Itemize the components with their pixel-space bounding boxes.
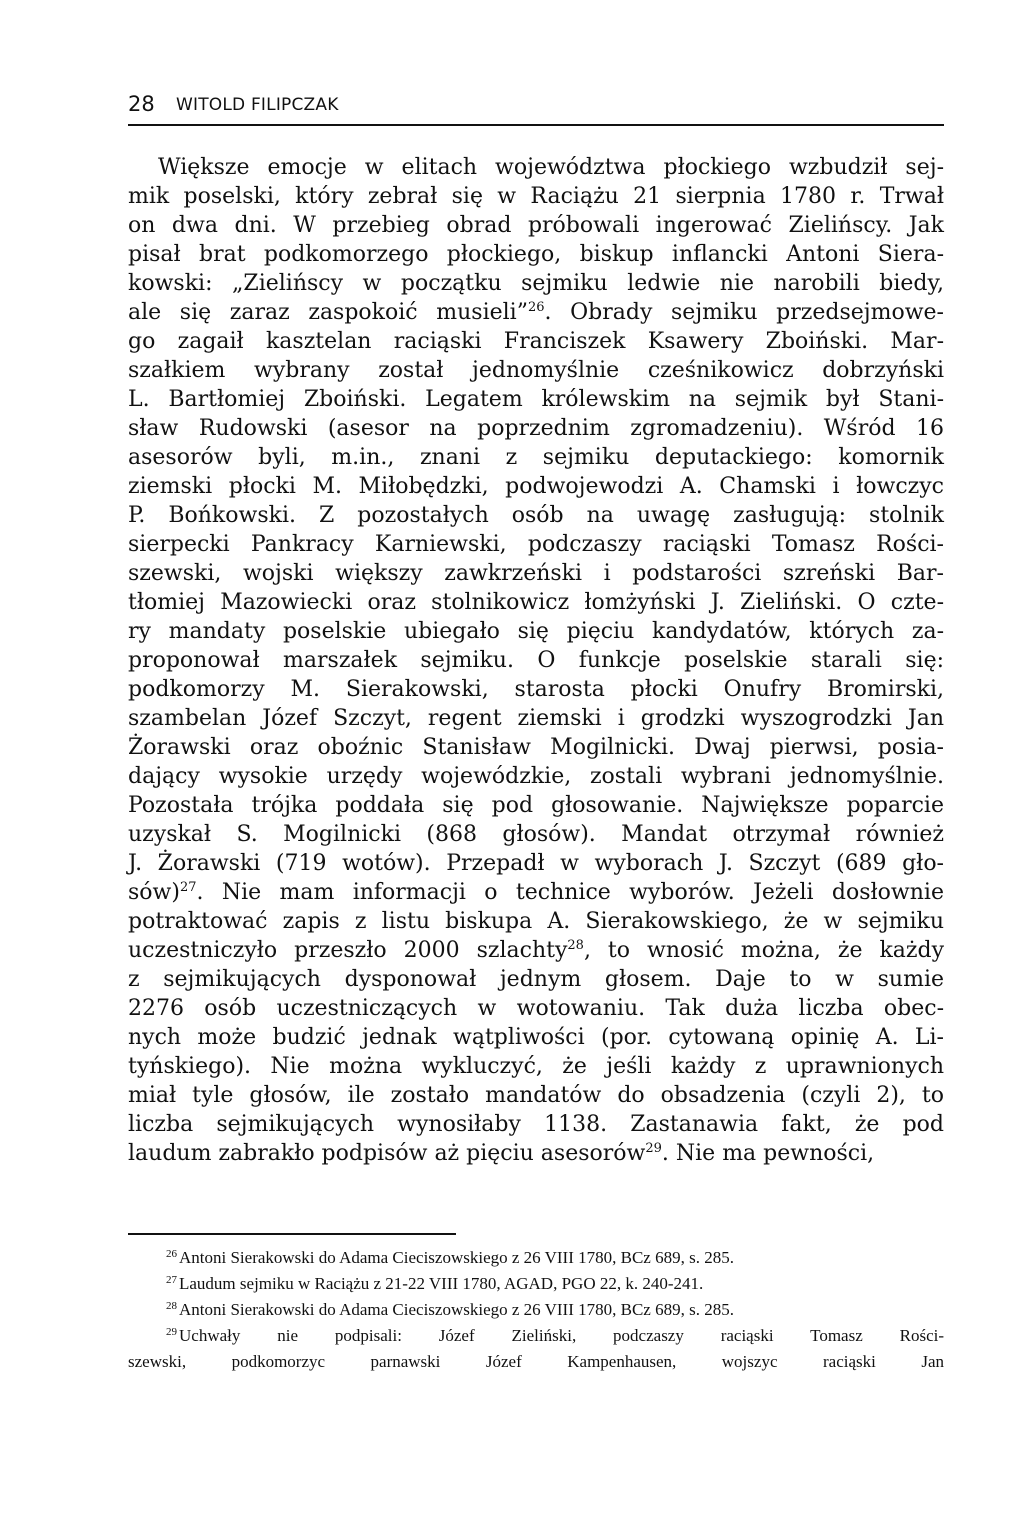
text-line: sław Rudowski (asesor na poprzednim zgromadzeniu). Wśród 16 [128, 416, 944, 441]
text-line: P. Bońkowski. Z pozostałych osób na uwagę zasługują: stolnik [128, 503, 944, 528]
footnote-reference[interactable]: 29 [645, 1141, 662, 1156]
footnote-continuation: szewski, podkomorzyc parnawski Józef Kampenhausen, wojszyc raciąski Jan [128, 1352, 944, 1371]
text-line: ziemski płocki M. Miłobędzki, podwojewodzi A. Chamski i łowczyc [128, 474, 944, 499]
text-line: szałkiem wybrany został jednomyślnie cześnikowicz dobrzyński [128, 358, 944, 383]
text-line: liczba sejmikujących wynosiłaby 1138. Zastanawia fakt, że pod [128, 1112, 944, 1137]
footnote-marker: 27 [166, 1274, 177, 1286]
footnote [128, 1245, 944, 1271]
text-line: uzyskał S. Mogilnicki (868 głosów). Mandat otrzymał również [128, 822, 944, 847]
text-line: kowski: „Zielińscy w początku sejmiku ledwie nie narobili biedy, [128, 271, 944, 296]
text-line: z sejmikujących dysponował jednym głosem. Daje to w sumie [128, 967, 944, 992]
footnote [128, 1323, 944, 1349]
text-line: uczestniczyło przeszło 2000 szlachty$^{28}$, to wnosić można, że każdy [128, 938, 945, 963]
text-line: go zagaił kasztelan raciąski Franciszek Ksawery Zboiński. Mar- [128, 329, 944, 354]
text-line: Pozostała trójka poddała się pod głosowanie. Największe poparcie [128, 793, 944, 818]
footnote-marker: 26 [166, 1248, 177, 1260]
text-line: on dwa dni. W przebieg obrad próbowali ingerować Zielińscy. Jak [128, 213, 944, 238]
text-line: L. Bartłomiej Zboiński. Legatem królewskim na sejmik był Stani- [128, 387, 944, 412]
footnote-text: Uchwały nie podpisali: Józef Zieliński, podczaszy raciąski Tomasz Rości- [179, 1326, 944, 1345]
text-line: dający wysokie urzędy wojewódzkie, zostali wybrani jednomyślnie. [128, 764, 944, 789]
text-line: sów)$^{27}$. Nie mam informacji o technice wyborów. Jeżeli dosłownie [128, 880, 944, 905]
text-line: ry mandaty poselskie ubiegało się pięciu kandydatów, których za- [128, 619, 944, 644]
text-line: tyńskiego). Nie można wykluczyć, że jeśli każdy z uprawnionych [128, 1054, 944, 1079]
text-line: tłomiej Mazowiecki oraz stolnikowicz łomżyński J. Zieliński. O czte- [128, 590, 944, 615]
text-line: Większe emocje w elitach województwa płockiego wzbudził sej- [158, 155, 944, 180]
page-number: 28 [128, 92, 155, 116]
text-line: Żorawski oraz oboźnic Stanisław Mogilnicki. Dwaj pierwsi, posia- [128, 735, 944, 760]
text-line: mik poselski, który zebrał się w Raciążu 21 sierpnia 1780 r. Trwał [128, 184, 944, 209]
footnote-divider [128, 1233, 456, 1235]
text-line: asesorów byli, m.in., znani z sejmiku deputackiego: komornik [128, 445, 944, 470]
text-line: ale się zaraz zaspokoić musieli”$^{26}$. Obrady sejmiku przedsejmowe- [128, 300, 944, 325]
footnotes [128, 1245, 944, 1375]
running-head-author: WITOLD FILIPCZAK [176, 95, 339, 115]
footnote-reference[interactable]: 27 [179, 880, 197, 895]
text-line: podkomorzy M. Sierakowski, starosta płocki Onufry Bromirski, [128, 677, 944, 702]
footnote-marker: 29 [166, 1326, 177, 1338]
text-line: szewski, wojski większy zawkrzeński i podstarości szreński Bar- [128, 561, 944, 586]
text-line: nych może budzić jednak wątpliwości (por. cytowaną opinię A. Li- [128, 1025, 944, 1050]
running-header [128, 88, 944, 126]
footnote [128, 1297, 944, 1323]
text-line: potraktować zapis z listu biskupa A. Sierakowskiego, że w sejmiku [128, 909, 944, 934]
text-line: pisał brat podkomorzego płockiego, biskup inflancki Antoni Siera- [128, 242, 944, 267]
text-line: sierpecki Pankracy Karniewski, podczaszy raciąski Tomasz Rości- [128, 532, 944, 557]
text-line: laudum zabrakło podpisów aż pięciu asesorów$^{29}$. Nie ma pewności, [128, 1141, 875, 1166]
text-line: J. Żorawski (719 wotów). Przepadł w wyborach J. Szczyt (689 gło- [128, 851, 944, 876]
main-text [128, 153, 944, 1168]
footnote-reference[interactable]: 28 [567, 938, 584, 953]
footnote-text: Antoni Sierakowski do Adama Cieciszowskiego z 26 VIII 1780, BCz 689, s. 285. [179, 1300, 734, 1319]
text-line: szambelan Józef Szczyt, regent ziemski i grodzki wyszogrodzki Jan [128, 706, 944, 731]
footnote [128, 1271, 944, 1297]
footnote-marker: 28 [166, 1300, 177, 1312]
footnote-text: Laudum sejmiku w Raciążu z 21-22 VIII 1780, AGAD, PGO 22, k. 240-241. [179, 1274, 704, 1293]
text-line: proponował marszałek sejmiku. O funkcje poselskie starali się: [128, 648, 944, 673]
text-line: 2276 osób uczestniczących w wotowaniu. Tak duża liczba obec- [128, 996, 944, 1021]
footnote-reference[interactable]: 26 [527, 300, 545, 315]
footnote-text: Antoni Sierakowski do Adama Cieciszowskiego z 26 VIII 1780, BCz 689, s. 285. [179, 1248, 734, 1267]
text-line: miał tyle głosów, ile zostało mandatów do obsadzenia (czyli 2), to [128, 1083, 944, 1108]
